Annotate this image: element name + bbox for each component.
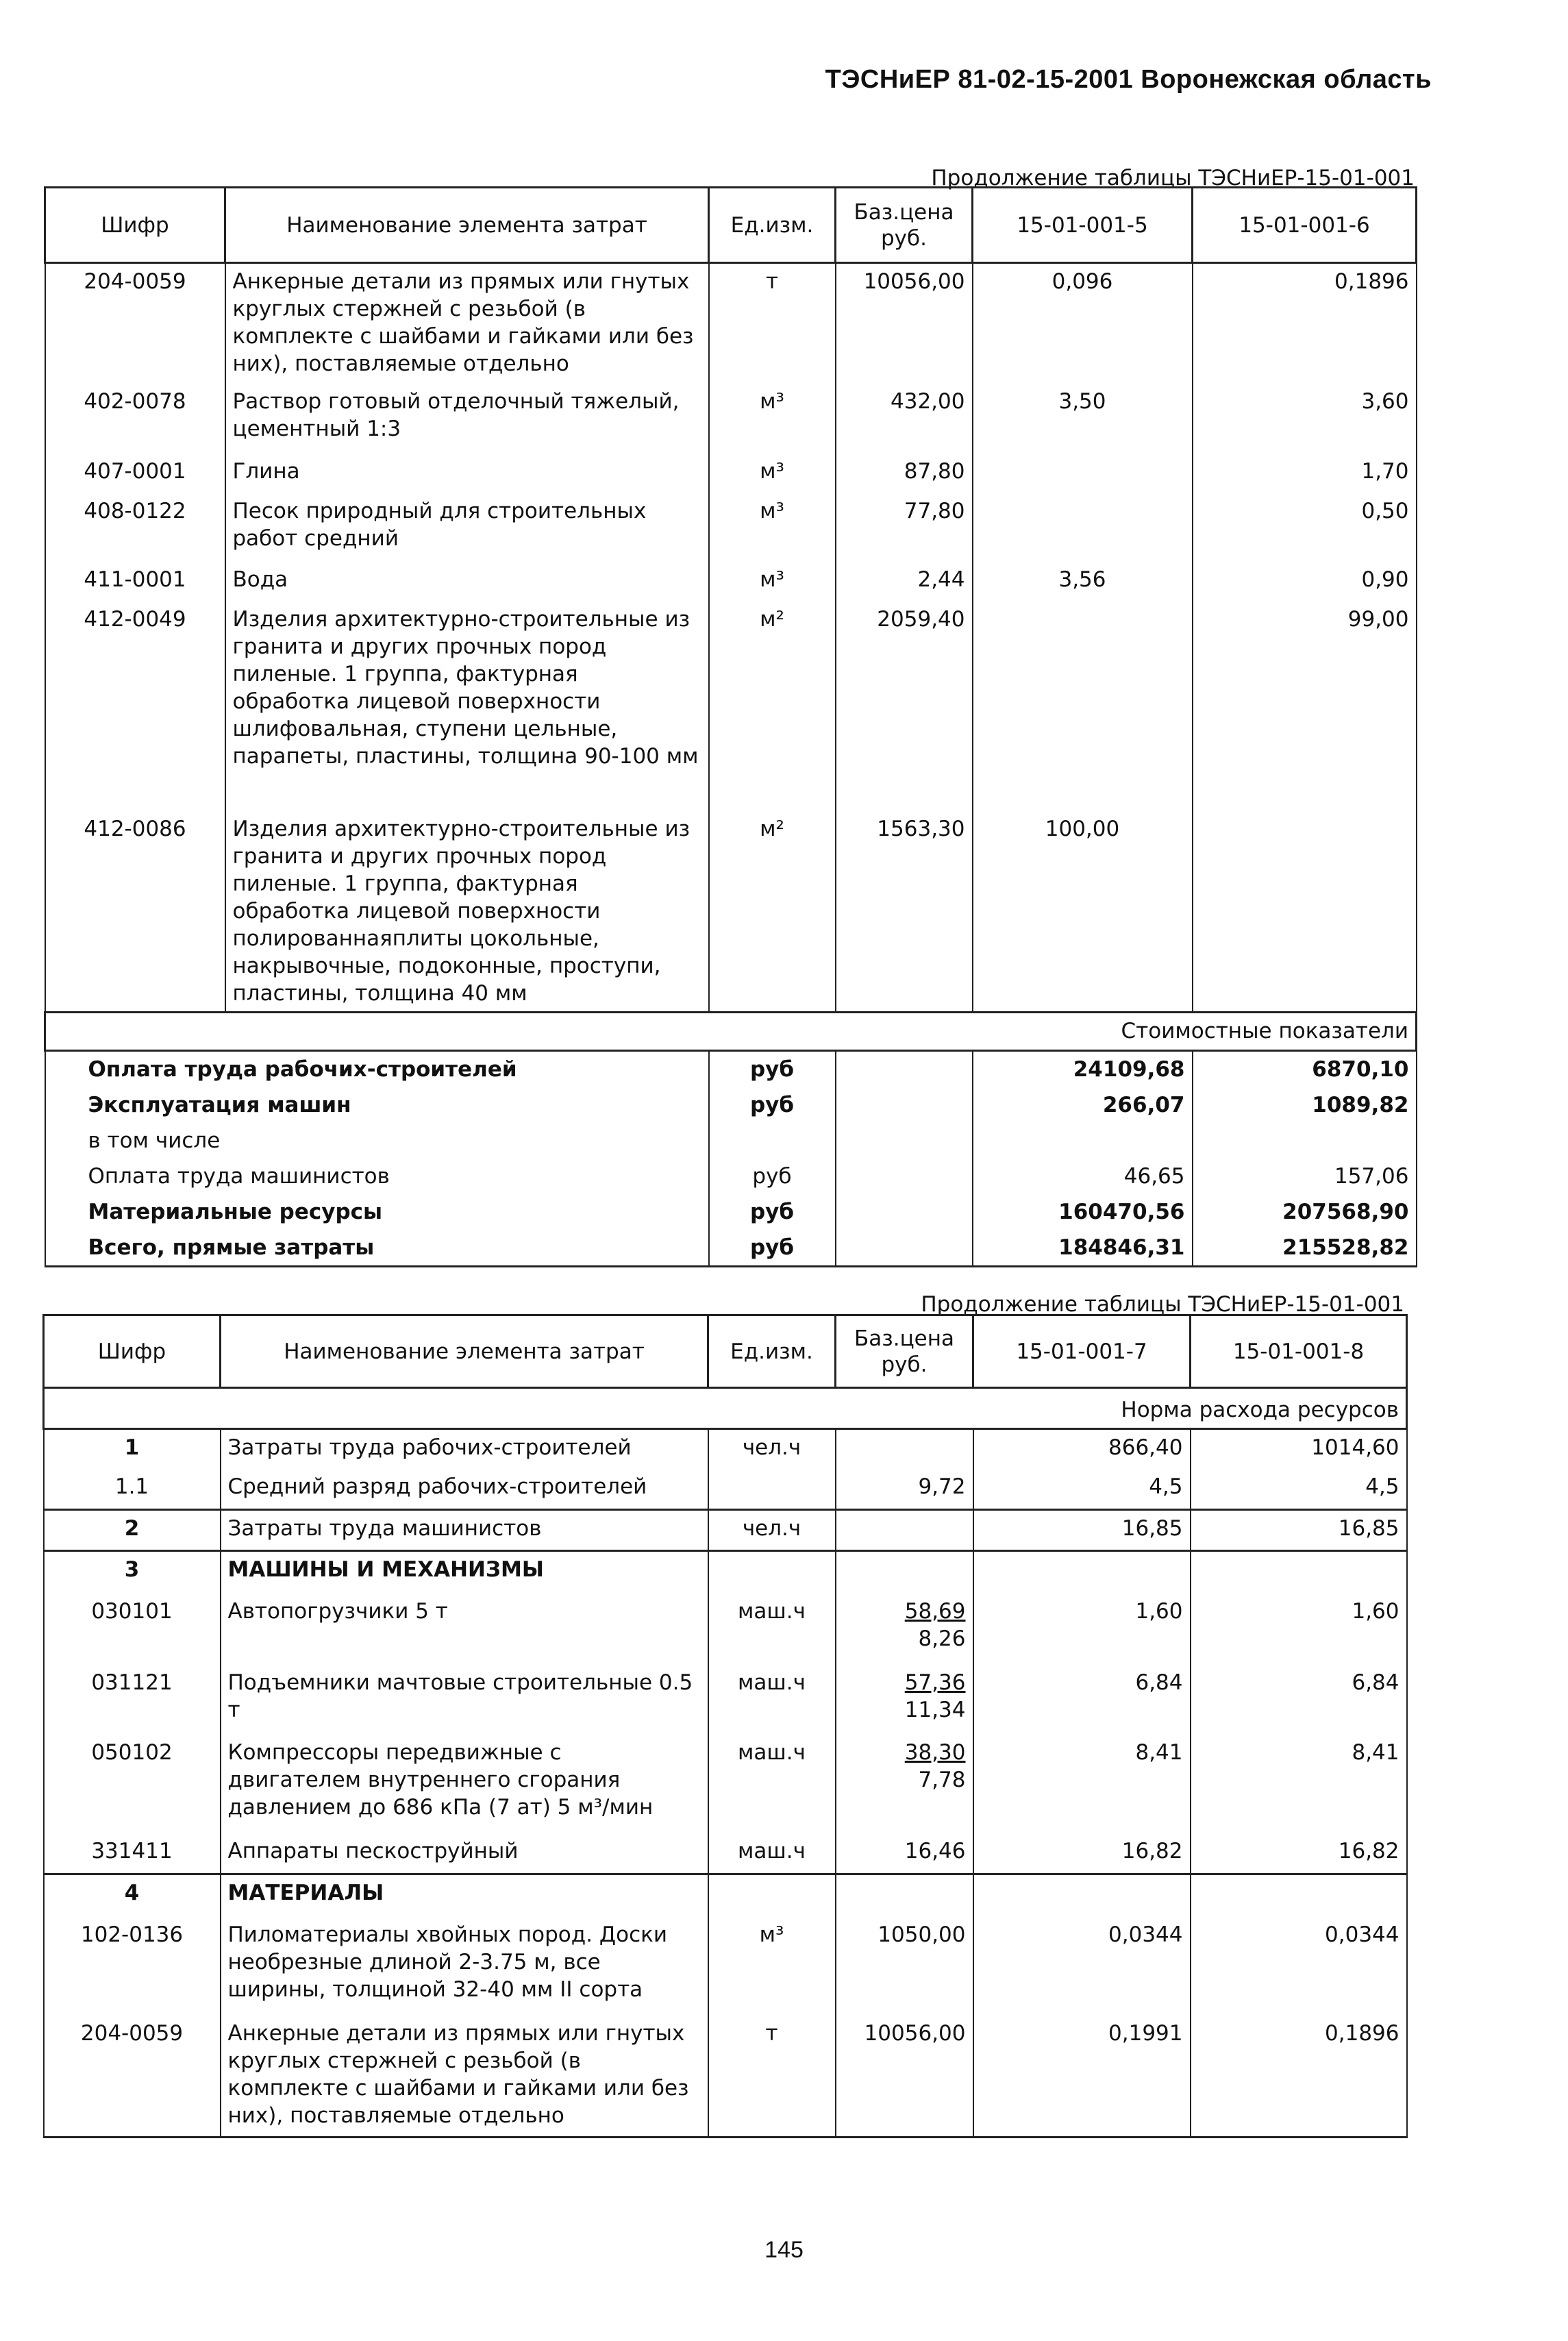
total-unit: руб: [709, 1230, 836, 1267]
row-unit: м³: [708, 1917, 836, 2016]
row-value2: 99,00: [1193, 602, 1417, 811]
col-value2-header: 15-01-001-6: [1193, 188, 1417, 263]
row-price: 10056,00: [836, 263, 973, 384]
row-value1: 866,40: [973, 1429, 1191, 1469]
row-value1: 6,84: [973, 1665, 1191, 1735]
row-code: 204-0059: [45, 263, 225, 384]
page-number: 145: [764, 2237, 804, 2263]
row-price: 432,00: [836, 384, 973, 454]
resource-norm-label: Норма расхода ресурсов: [44, 1388, 1407, 1429]
row-code: 3: [44, 1551, 221, 1594]
row-price: 87,80: [836, 454, 973, 493]
cost-indicators-label: Стоимостные показатели: [45, 1012, 1417, 1050]
table-row: [45, 263, 1417, 384]
total-value2: 1089,82: [1193, 1087, 1417, 1123]
row-price: [836, 1735, 973, 1833]
total-unit: руб: [709, 1194, 836, 1230]
row-unit: м³: [709, 454, 836, 493]
row-name: Подъемники мачтовые строительные 0.5 т: [221, 1665, 708, 1735]
row-value2: 16,82: [1191, 1833, 1407, 1874]
row-value2: 0,90: [1193, 562, 1417, 602]
row-unit: [708, 1551, 836, 1594]
row-name: Изделия архитектурно-строительные из гранита и других прочных пород пиленые. 1 группа, фактурная обработка лицевой поверхности полированнаяплиты цокольные, накрывочные, подоконные, проступи, пластины, толщина 40 мм: [225, 811, 709, 1013]
row-value2: 6,84: [1191, 1665, 1407, 1735]
table-row: [44, 1429, 1407, 1469]
row-code: 4: [44, 1874, 221, 1917]
row-code: 030101: [44, 1594, 221, 1665]
row-unit: маш.ч: [708, 1735, 836, 1833]
table-row: [44, 1874, 1407, 1917]
document-header-title: ТЭСНиЕР 81-02-15-2001 Воронежская область: [825, 65, 1432, 94]
row-name: Глина: [225, 454, 709, 493]
row-unit: м³: [709, 562, 836, 602]
col-code-header: Шифр: [45, 188, 225, 263]
table-row: [44, 1469, 1407, 1510]
total-unit: руб: [709, 1087, 836, 1123]
row-name: Компрессоры передвижные с двигателем внутреннего сгорания давлением до 686 кПа (7 ат) 5 м³/мин: [221, 1735, 708, 1833]
row-price: 9,72: [836, 1469, 973, 1510]
row-value2: 0,50: [1193, 493, 1417, 562]
row-value1: [973, 1874, 1191, 1917]
row-price: 1563,30: [836, 811, 973, 1013]
table-row: [45, 384, 1417, 454]
total-unit: руб: [709, 1159, 836, 1194]
row-value1: 100,00: [973, 811, 1193, 1013]
row-value2: 16,85: [1191, 1510, 1407, 1551]
table-row: [45, 1230, 1417, 1267]
row-unit: т: [709, 263, 836, 384]
total-value1: 266,07: [973, 1087, 1193, 1123]
row-price: 16,46: [836, 1833, 973, 1874]
row-name: Раствор готовый отделочный тяжелый, цементный 1:3: [225, 384, 709, 454]
row-value1: [973, 602, 1193, 811]
row-code: 412-0049: [45, 602, 225, 811]
row-value1: 0,1991: [973, 2016, 1191, 2138]
table-row: [45, 1087, 1417, 1123]
table-row: [45, 1194, 1417, 1230]
row-code: 1: [44, 1429, 221, 1469]
total-name: Эксплуатация машин: [45, 1087, 709, 1123]
row-unit: м²: [709, 602, 836, 811]
row-value2: 0,1896: [1193, 263, 1417, 384]
col-name-header: Наименование элемента затрат: [221, 1315, 708, 1388]
col-value2-header: 15-01-001-8: [1191, 1315, 1407, 1388]
table-row: [45, 1050, 1417, 1087]
table-row: [44, 1833, 1407, 1874]
row-value1: 0,096: [973, 263, 1193, 384]
row-price-operator: 8,26: [918, 1626, 966, 1651]
total-value2: 215528,82: [1193, 1230, 1417, 1267]
row-price: 1050,00: [836, 1917, 973, 2016]
table-row: [44, 2016, 1407, 2138]
row-price: 77,80: [836, 493, 973, 562]
row-code: 1.1: [44, 1469, 221, 1510]
row-unit: [708, 1874, 836, 1917]
row-unit: чел.ч: [708, 1429, 836, 1469]
row-value1: 3,50: [973, 384, 1193, 454]
total-name: Материальные ресурсы: [45, 1194, 709, 1230]
row-value1: 16,82: [973, 1833, 1191, 1874]
row-value1: [973, 493, 1193, 562]
row-unit: чел.ч: [708, 1510, 836, 1551]
row-unit: [708, 1469, 836, 1510]
row-name: МАТЕРИАЛЫ: [221, 1874, 708, 1917]
row-value2: 1,70: [1193, 454, 1417, 493]
table-row: [44, 1594, 1407, 1665]
row-price-operator: 7,78: [918, 1767, 966, 1792]
table-row: [44, 1735, 1407, 1833]
table-row: [45, 602, 1417, 811]
table-row: [45, 811, 1417, 1013]
row-price: 10056,00: [836, 2016, 973, 2138]
col-name-header: Наименование элемента затрат: [225, 188, 709, 263]
total-name: Всего, прямые затраты: [45, 1230, 709, 1267]
row-code: 407-0001: [45, 454, 225, 493]
row-price-main: 57,36: [904, 1670, 966, 1695]
table-row: [44, 1510, 1407, 1551]
total-value1: 160470,56: [973, 1194, 1193, 1230]
total-name: в том числе: [45, 1123, 709, 1159]
col-value1-header: 15-01-001-5: [973, 188, 1193, 263]
col-price-header: Баз.цена руб.: [836, 188, 973, 263]
total-value1: 46,65: [973, 1159, 1193, 1194]
row-value2: 1014,60: [1191, 1429, 1407, 1469]
col-unit-header: Ед.изм.: [709, 188, 836, 263]
row-value2: 1,60: [1191, 1594, 1407, 1665]
row-name: Изделия архитектурно-строительные из гранита и других прочных пород пиленые. 1 группа, фактурная обработка лицевой поверхности шлифовальная, ступени цельные, парапеты, пластины, толщина 90-100 мм: [225, 602, 709, 811]
row-value2: [1193, 811, 1417, 1013]
row-value1: [973, 1551, 1191, 1594]
row-name: Затраты труда машинистов: [221, 1510, 708, 1551]
table-row: [45, 1123, 1417, 1159]
row-price-operator: 11,34: [904, 1697, 966, 1722]
total-value2: 157,06: [1193, 1159, 1417, 1194]
total-value1: 24109,68: [973, 1050, 1193, 1087]
table-row: [44, 1551, 1407, 1594]
row-name: Анкерные детали из прямых или гнутых круглых стержней с резьбой (в комплекте с шайбами и гайками или без них), поставляемые отдельно: [225, 263, 709, 384]
row-name: МАШИНЫ И МЕХАНИЗМЫ: [221, 1551, 708, 1594]
row-value1: 3,56: [973, 562, 1193, 602]
row-code: 412-0086: [45, 811, 225, 1013]
table1: [44, 186, 1417, 1267]
row-value1: 4,5: [973, 1469, 1191, 1510]
row-value1: 8,41: [973, 1735, 1191, 1833]
row-name: Средний разряд рабочих-строителей: [221, 1469, 708, 1510]
total-value2: 207568,90: [1193, 1194, 1417, 1230]
row-price: [836, 1874, 973, 1917]
table-row: [44, 1917, 1407, 2016]
row-price: [836, 1665, 973, 1735]
row-name: Анкерные детали из прямых или гнутых круглых стержней с резьбой (в комплекте с шайбами и гайками или без них), поставляемые отдельно: [221, 2016, 708, 2138]
row-unit: маш.ч: [708, 1665, 836, 1735]
total-unit: [709, 1123, 836, 1159]
row-value2: 0,1896: [1191, 2016, 1407, 2138]
row-price: [836, 1594, 973, 1665]
row-code: 050102: [44, 1735, 221, 1833]
row-code: 2: [44, 1510, 221, 1551]
row-price: 2,44: [836, 562, 973, 602]
row-unit: м³: [709, 384, 836, 454]
total-value2: [1193, 1123, 1417, 1159]
table-row: [45, 454, 1417, 493]
row-price-main: 58,69: [904, 1598, 966, 1624]
row-code: 402-0078: [45, 384, 225, 454]
row-code: 411-0001: [45, 562, 225, 602]
row-value1: 16,85: [973, 1510, 1191, 1551]
row-code: 408-0122: [45, 493, 225, 562]
row-price-main: 38,30: [904, 1739, 966, 1765]
row-value2: [1191, 1551, 1407, 1594]
table-row: [44, 1665, 1407, 1735]
row-value2: 3,60: [1193, 384, 1417, 454]
table-row: [45, 493, 1417, 562]
row-unit: м³: [709, 493, 836, 562]
total-name: Оплата труда машинистов: [45, 1159, 709, 1194]
row-name: Затраты труда рабочих-строителей: [221, 1429, 708, 1469]
total-value1: [973, 1123, 1193, 1159]
table-row: [45, 562, 1417, 602]
row-price: [836, 1510, 973, 1551]
row-value2: [1191, 1874, 1407, 1917]
col-unit-header: Ед.изм.: [708, 1315, 836, 1388]
total-unit: руб: [709, 1050, 836, 1087]
row-price: [836, 1429, 973, 1469]
total-value2: 6870,10: [1193, 1050, 1417, 1087]
row-value1: 1,60: [973, 1594, 1191, 1665]
total-name: Оплата труда рабочих-строителей: [45, 1050, 709, 1087]
col-value1-header: 15-01-001-7: [973, 1315, 1191, 1388]
row-price: [836, 1551, 973, 1594]
row-unit: м²: [709, 811, 836, 1013]
row-name: Пиломатериалы хвойных пород. Доски необрезные длиной 2-3.75 м, все ширины, толщиной 32-40 мм II сорта: [221, 1917, 708, 2016]
row-name: Песок природный для строительных работ средний: [225, 493, 709, 562]
row-value1: [973, 454, 1193, 493]
col-price-header: Баз.цена руб.: [836, 1315, 973, 1388]
table2: [42, 1314, 1408, 2138]
row-name: Автопогрузчики 5 т: [221, 1594, 708, 1665]
row-code: 031121: [44, 1665, 221, 1735]
row-code: 331411: [44, 1833, 221, 1874]
col-code-header: Шифр: [44, 1315, 221, 1388]
row-code: 102-0136: [44, 1917, 221, 2016]
row-name: Аппараты пескоструйный: [221, 1833, 708, 1874]
row-value2: 8,41: [1191, 1735, 1407, 1833]
table-row: [45, 1159, 1417, 1194]
row-name: Вода: [225, 562, 709, 602]
row-unit: т: [708, 2016, 836, 2138]
total-value1: 184846,31: [973, 1230, 1193, 1267]
row-code: 204-0059: [44, 2016, 221, 2138]
table1-caption: Продолжение таблицы ТЭСНиЕР-15-01-001: [931, 166, 1415, 190]
row-value2: 4,5: [1191, 1469, 1407, 1510]
row-price: 2059,40: [836, 602, 973, 811]
row-value1: 0,0344: [973, 1917, 1191, 2016]
row-unit: маш.ч: [708, 1833, 836, 1874]
row-unit: маш.ч: [708, 1594, 836, 1665]
row-value2: 0,0344: [1191, 1917, 1407, 2016]
table2-caption: Продолжение таблицы ТЭСНиЕР-15-01-001: [921, 1292, 1404, 1317]
